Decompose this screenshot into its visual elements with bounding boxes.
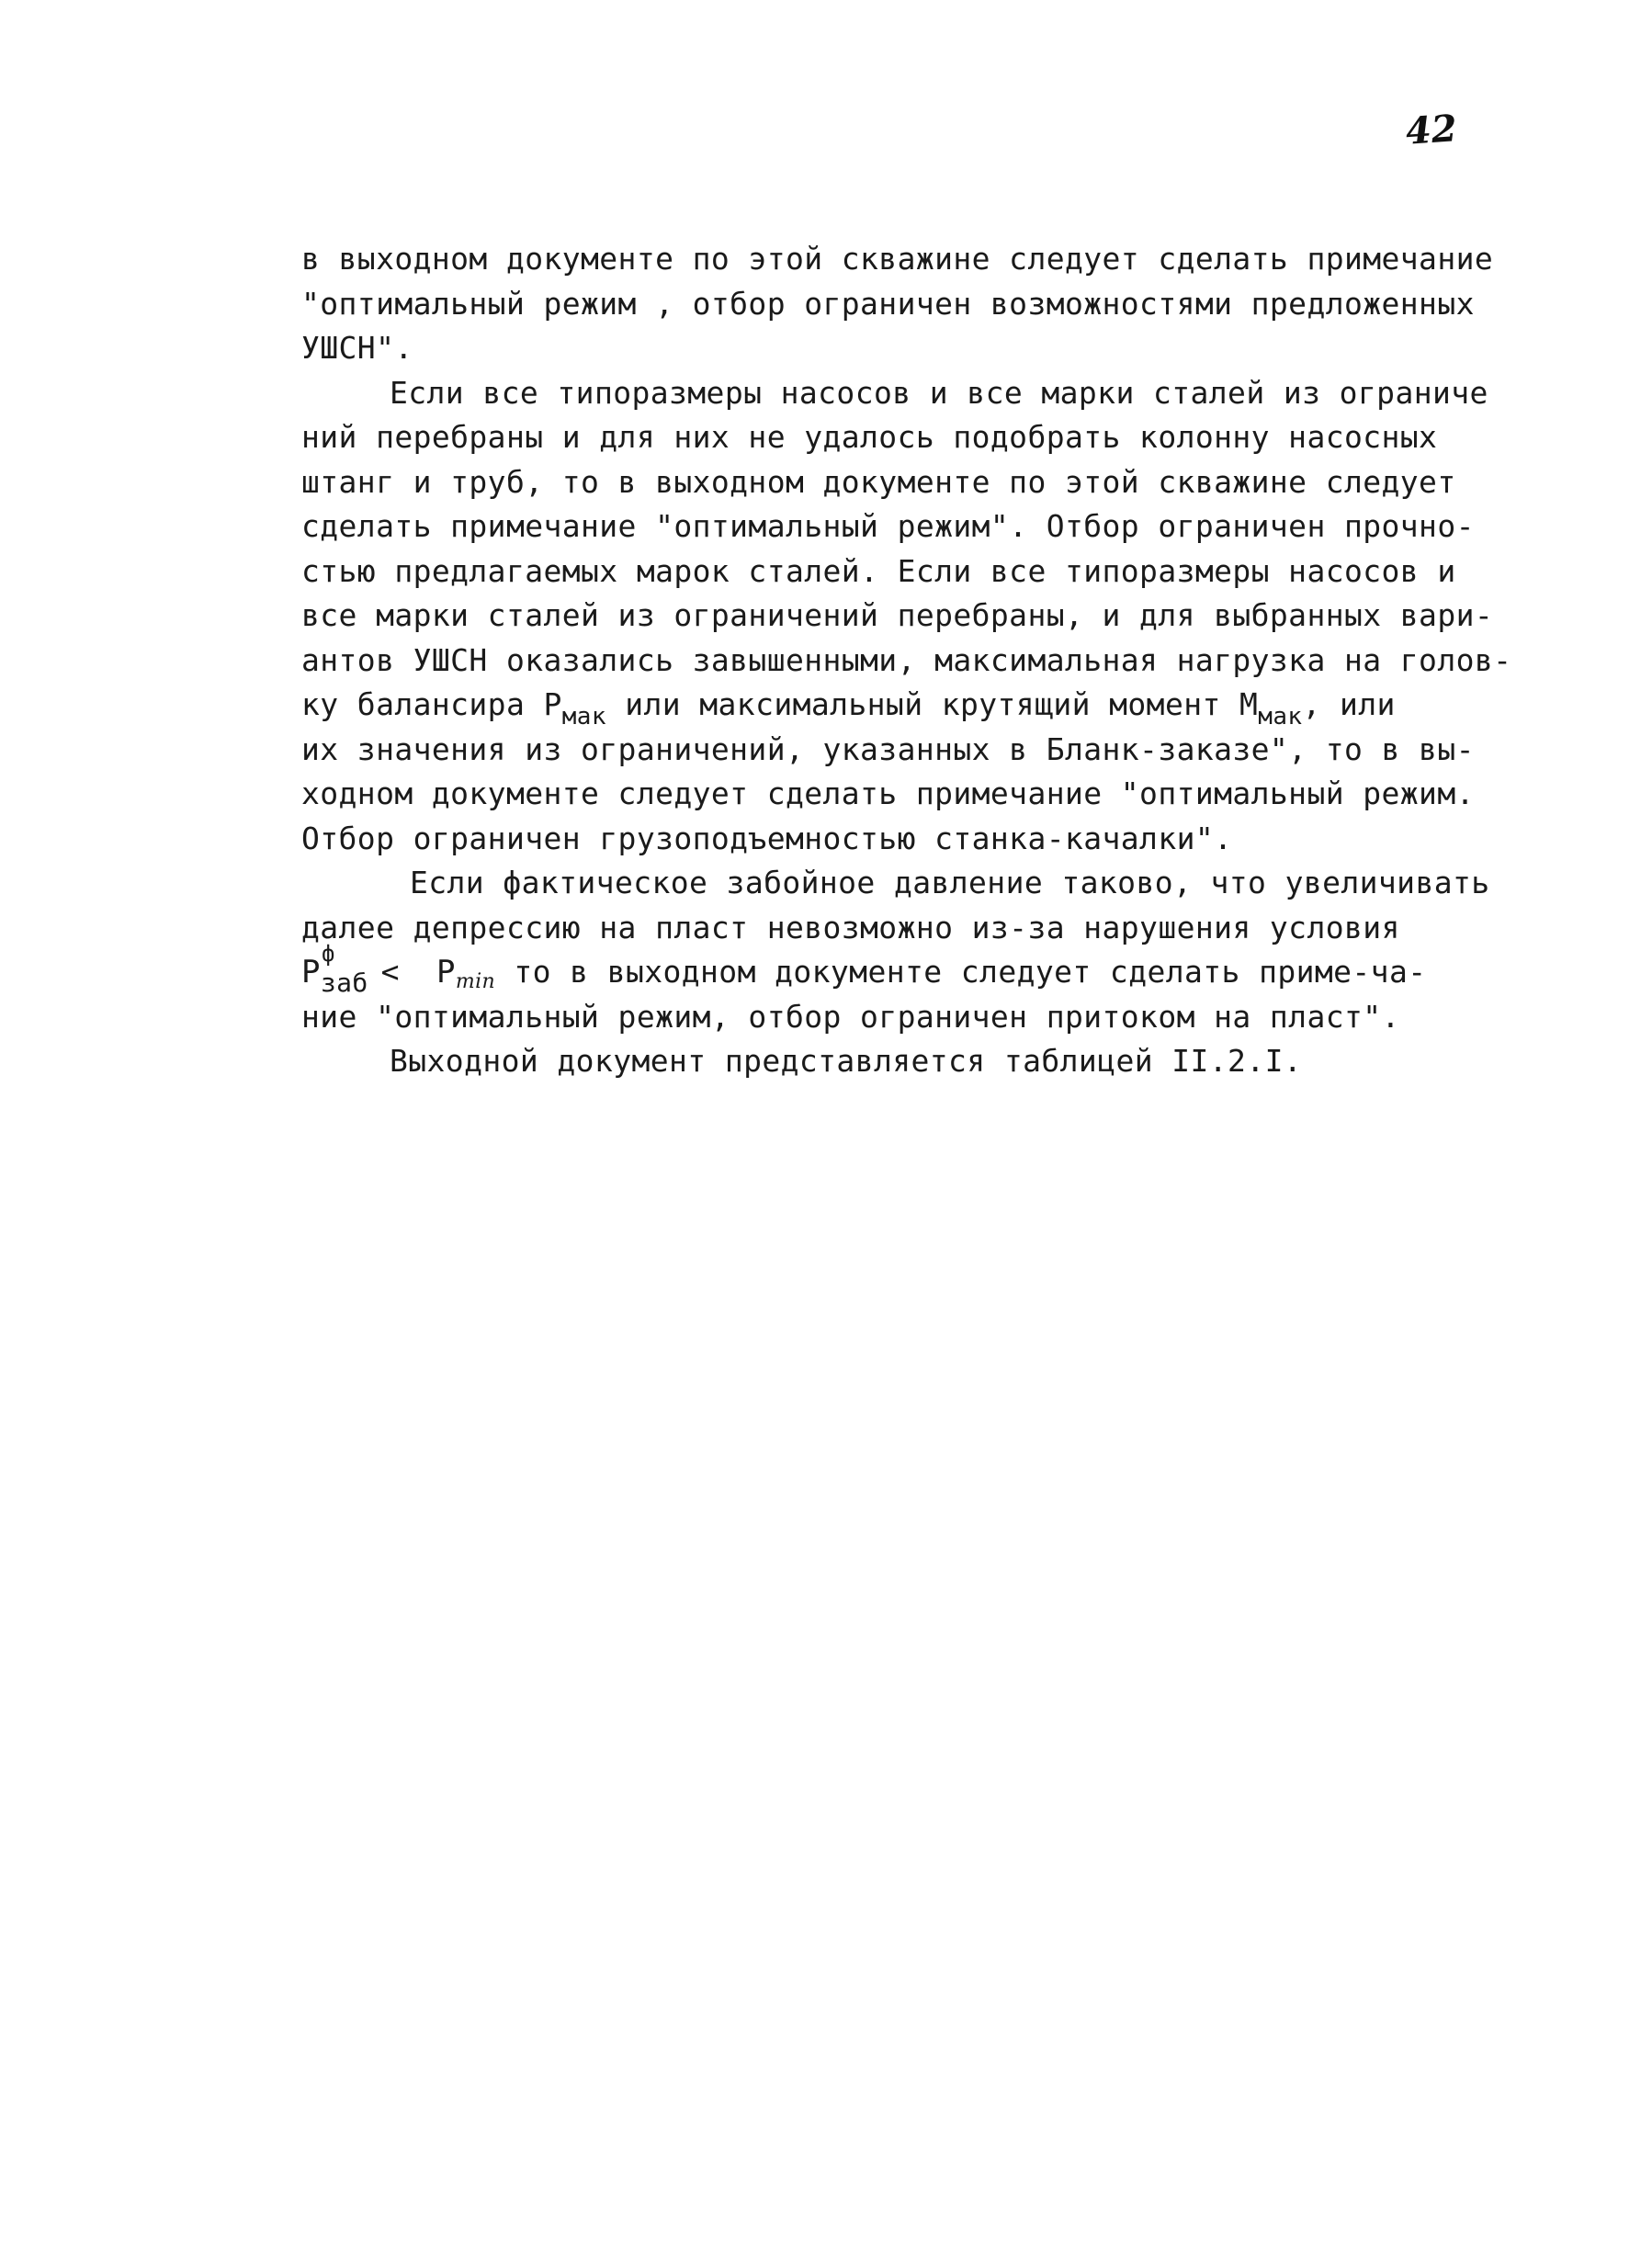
formula-superscript: ф	[322, 941, 335, 967]
formula-subscript: заб	[320, 968, 368, 998]
formula-less-than: <	[380, 954, 400, 990]
paragraph-3-line-2: далее депрессию на пласт невозможно из-за нарушения условия	[301, 909, 1400, 945]
condition-formula	[301, 941, 496, 1000]
paragraph-2-line-9: их значения из ограничений, указанных в Бланк-заказе", то в вы-	[301, 730, 1475, 767]
page-number: 42	[1404, 107, 1459, 153]
paragraph-2-line-10: ходном документе следует сделать примечание "оптимальный режим.	[301, 775, 1475, 811]
p-max-subscript: мак	[561, 703, 606, 730]
paragraph-1-line-3: УШСН".	[301, 330, 413, 366]
paragraph-3-line-3	[301, 941, 1468, 998]
paragraph-2-line-4: сделать примечание "оптимальный режим". Отбор ограничен прочно-	[301, 508, 1475, 544]
paragraph-3-line-4: ние "оптимальный режим, отбор ограничен притоком на пласт".	[301, 998, 1400, 1035]
formula-p: P	[301, 954, 321, 990]
paragraph-2-line-8	[301, 683, 1468, 728]
paragraph-4-line-1: Выходной документ представляется таблицей II.2.I.	[390, 1043, 1303, 1079]
line-8-part-3: , или	[1302, 686, 1396, 722]
paragraph-2-line-2: ний перебраны и для них не удалось подобрать колонну насосных	[301, 419, 1438, 455]
paragraph-1-line-1: в выходном документе по этой скважине следует сделать примечание	[301, 241, 1494, 277]
formula-p-min: P	[436, 954, 456, 990]
paragraph-1-line-2: "оптимальный режим , отбор ограничен возможностями предложенных	[301, 285, 1475, 322]
paragraph-3-line-3-rest: то в выходном документе следует сделать приме-ча-	[495, 954, 1427, 990]
line-8-part-1: ку балансира P	[301, 686, 562, 722]
paragraph-2-line-1: Если все типоразмеры насосов и все марки сталей из ограниче	[390, 374, 1488, 411]
paragraph-2-line-6: все марки сталей из ограничений перебраны, и для выбранных вари-	[301, 597, 1494, 633]
paragraph-2-line-5: стью предлагаемых марок сталей. Если все типоразмеры насосов и	[301, 552, 1456, 589]
paragraph-2-line-11: Отбор ограничен грузоподъемностью станка-качалки".	[301, 820, 1233, 856]
document-body	[301, 237, 1512, 1084]
paragraph-2-line-7: антов УШСН оказались завышенными, максимальная нагрузка на голов-	[301, 641, 1512, 678]
paragraph-3-line-1: Если фактическое забойное давление таково, что увеличивать	[410, 865, 1490, 900]
paragraph-2-line-3: штанг и труб, то в выходном документе по этой скважине следует	[301, 463, 1456, 500]
m-max-subscript: мак	[1258, 703, 1303, 730]
formula-min-subscript: min	[455, 970, 496, 993]
line-8-part-2: или максимальный крутящий момент M	[605, 686, 1259, 722]
